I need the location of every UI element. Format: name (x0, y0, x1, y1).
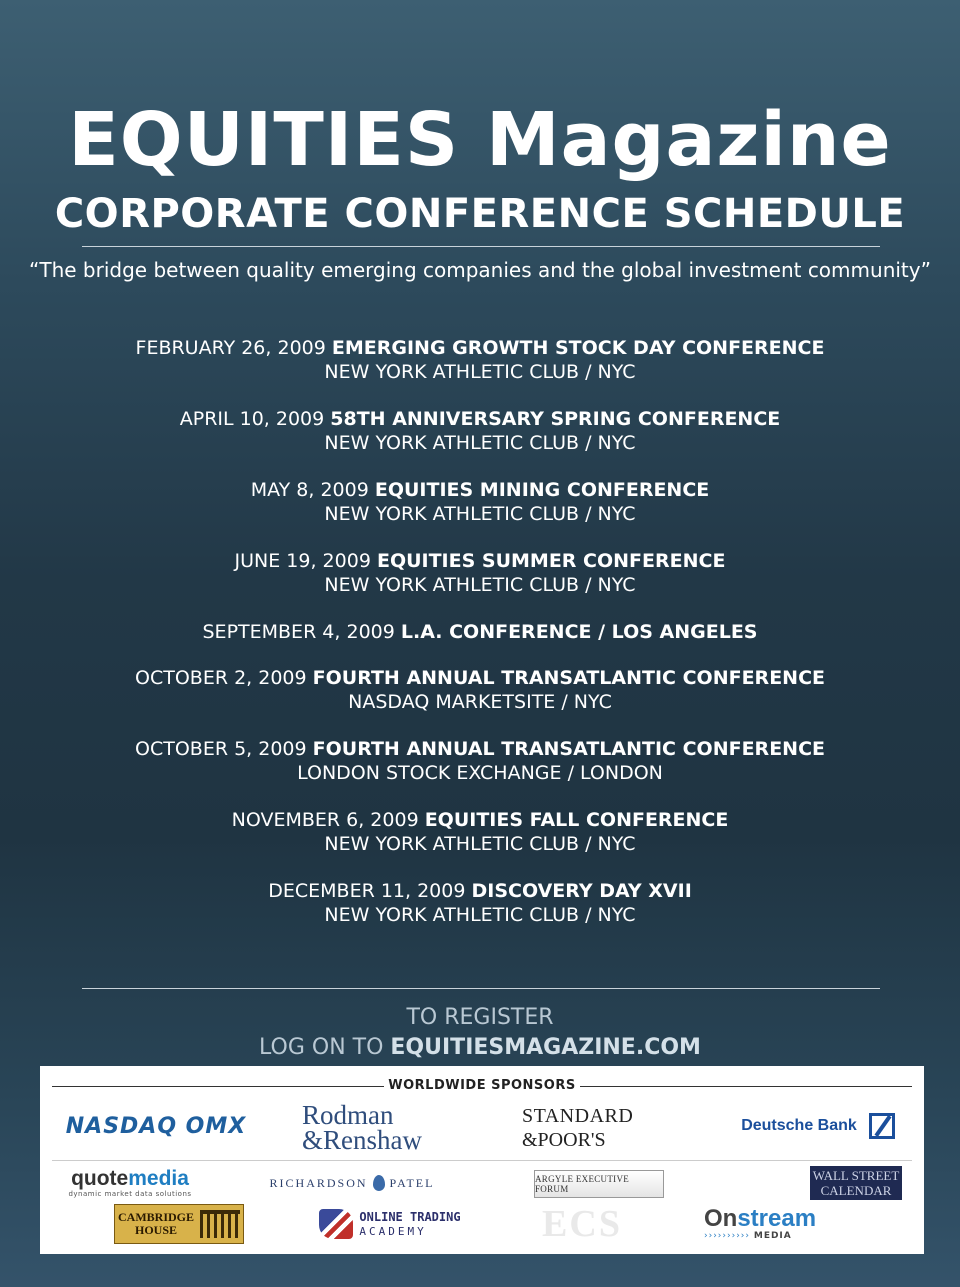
conference-entry (0, 336, 960, 384)
sponsors-heading-text: WORLDWIDE SPONSORS (40, 1078, 924, 1094)
conference-headline (0, 478, 960, 502)
online-trading-text: ONLINE TRADING (359, 1209, 461, 1224)
wall-street-text: WALL STREET (812, 1168, 900, 1183)
conference-schedule (0, 336, 960, 950)
conference-entry (0, 737, 960, 785)
conference-name: DISCOVERY DAY XVII (471, 880, 692, 902)
conference-headline (0, 620, 960, 644)
patel-text: PATEL (389, 1175, 435, 1190)
conference-name: EQUITIES SUMMER CONFERENCE (376, 550, 726, 572)
argyle-text: ARGYLE EXECUTIVE FORUM (535, 1174, 630, 1194)
conference-entry (0, 478, 960, 526)
building-icon (200, 1210, 240, 1238)
deutsche-bank-slash-icon (874, 1115, 891, 1137)
deutsche-bank-logo[interactable] (728, 1108, 908, 1144)
online-trading-academy-text (359, 1210, 460, 1239)
media-label: MEDIA (753, 1230, 792, 1241)
cambridge-house-logo[interactable] (114, 1204, 244, 1244)
richardson-text: RICHARDSON (269, 1175, 368, 1190)
richardson-patel-logo[interactable] (262, 1170, 442, 1196)
media-text: media (128, 1167, 189, 1190)
rodman-text: Rodman (302, 1100, 394, 1130)
ecs-logo[interactable] (530, 1204, 634, 1244)
conference-headline (0, 336, 960, 360)
conference-headline (0, 549, 960, 573)
quote-text: quote (71, 1167, 129, 1190)
conference-entry (0, 879, 960, 927)
conference-name: EMERGING GROWTH STOCK DAY CONFERENCE (331, 337, 825, 359)
conference-date: FEBRUARY 26, 2009 (135, 337, 326, 359)
conference-headline (0, 879, 960, 903)
conference-name: EQUITIES FALL CONFERENCE (424, 809, 729, 831)
standard-poors-logo[interactable] (522, 1102, 662, 1154)
footer-divider (82, 988, 880, 989)
standard-text: STANDARD (522, 1105, 634, 1127)
rodman-renshaw-logo[interactable] (302, 1100, 452, 1156)
onstream-media-logo[interactable] (704, 1204, 844, 1244)
conference-headline (0, 666, 960, 690)
quotemedia-logo[interactable] (50, 1166, 210, 1200)
conference-venue: NEW YORK ATHLETIC CLUB / NYC (324, 361, 636, 383)
richardson-patel-icon (373, 1175, 385, 1191)
wall-street-calendar-logo[interactable] (810, 1166, 902, 1200)
onstream-text (704, 1204, 817, 1232)
onstream-media-line: ›››››››››› MEDIA (704, 1230, 792, 1241)
ecs-text: ECS (542, 1203, 622, 1245)
conference-venue: NASDAQ MARKETSITE / NYC (348, 691, 612, 713)
conference-date: APRIL 10, 2009 (179, 408, 325, 430)
conference-venue: NEW YORK ATHLETIC CLUB / NYC (324, 574, 636, 596)
conference-entry (0, 666, 960, 714)
conference-venue: NEW YORK ATHLETIC CLUB / NYC (324, 833, 636, 855)
conference-entry (0, 808, 960, 856)
online-trading-academy-logo[interactable] (316, 1204, 464, 1244)
conference-headline (0, 407, 960, 431)
page-title: EQUITIES Magazine (68, 97, 892, 183)
title-divider (82, 246, 880, 247)
stream-text: stream (737, 1204, 817, 1232)
on-text: On (704, 1204, 738, 1232)
register-link[interactable]: EQUITIESMAGAZINE.COM (390, 1035, 701, 1060)
conference-date: JUNE 19, 2009 (234, 550, 371, 572)
poors-text: &POOR'S (522, 1129, 606, 1151)
sponsors-panel (40, 1066, 924, 1254)
academy-text: ACADEMY (359, 1224, 427, 1238)
conference-entry (0, 620, 960, 644)
conference-venue: NEW YORK ATHLETIC CLUB / NYC (324, 503, 636, 525)
cambridge-text: CAMBRIDGE (117, 1210, 194, 1224)
renshaw-text: &Renshaw (302, 1125, 422, 1155)
conference-entry (0, 407, 960, 455)
conference-venue: NEW YORK ATHLETIC CLUB / NYC (324, 904, 636, 926)
deutsche-bank-icon (869, 1113, 895, 1139)
conference-name: FOURTH ANNUAL TRANSATLANTIC CONFERENCE (312, 667, 825, 689)
conference-name: 58TH ANNIVERSARY SPRING CONFERENCE (330, 408, 781, 430)
register-heading: TO REGISTER (406, 1005, 554, 1030)
tagline: “The bridge between quality emerging companies and the global investment community” (29, 258, 931, 282)
conference-date: MAY 8, 2009 (250, 479, 369, 501)
register-prefix: LOG ON TO (259, 1035, 391, 1060)
sponsors-row-divider (52, 1160, 912, 1161)
conference-headline (0, 808, 960, 832)
argyle-executive-forum-logo[interactable] (534, 1170, 664, 1198)
calendar-text: CALENDAR (820, 1183, 892, 1198)
nasdaq-omx-logo[interactable] (56, 1106, 256, 1146)
page-subtitle: CORPORATE CONFERENCE SCHEDULE (54, 191, 906, 237)
conference-date: OCTOBER 2, 2009 (135, 667, 307, 689)
conference-name: EQUITIES MINING CONFERENCE (374, 479, 710, 501)
cambridge-house-text (118, 1211, 194, 1237)
conference-date: DECEMBER 11, 2009 (268, 880, 466, 902)
conference-venue: NEW YORK ATHLETIC CLUB / NYC (324, 432, 636, 454)
conference-name: L.A. CONFERENCE / LOS ANGELES (400, 621, 758, 643)
conference-entry (0, 549, 960, 597)
quotemedia-text (71, 1168, 189, 1190)
conference-name: FOURTH ANNUAL TRANSATLANTIC CONFERENCE (312, 738, 825, 760)
register-line (0, 1034, 960, 1062)
conference-date: SEPTEMBER 4, 2009 (202, 621, 395, 643)
conference-venue: LONDON STOCK EXCHANGE / LONDON (297, 762, 663, 784)
conference-headline (0, 737, 960, 761)
house-text: HOUSE (134, 1223, 177, 1237)
conference-date: NOVEMBER 6, 2009 (231, 809, 419, 831)
nasdaq-omx-text: NASDAQ OMX (65, 1113, 247, 1139)
quotemedia-tagline: dynamic market data solutions (68, 1190, 192, 1198)
sponsors-heading (40, 1078, 924, 1094)
conference-date: OCTOBER 5, 2009 (135, 738, 307, 760)
flag-icon (319, 1209, 353, 1239)
deutsche-bank-text: Deutsche Bank (741, 1117, 857, 1134)
